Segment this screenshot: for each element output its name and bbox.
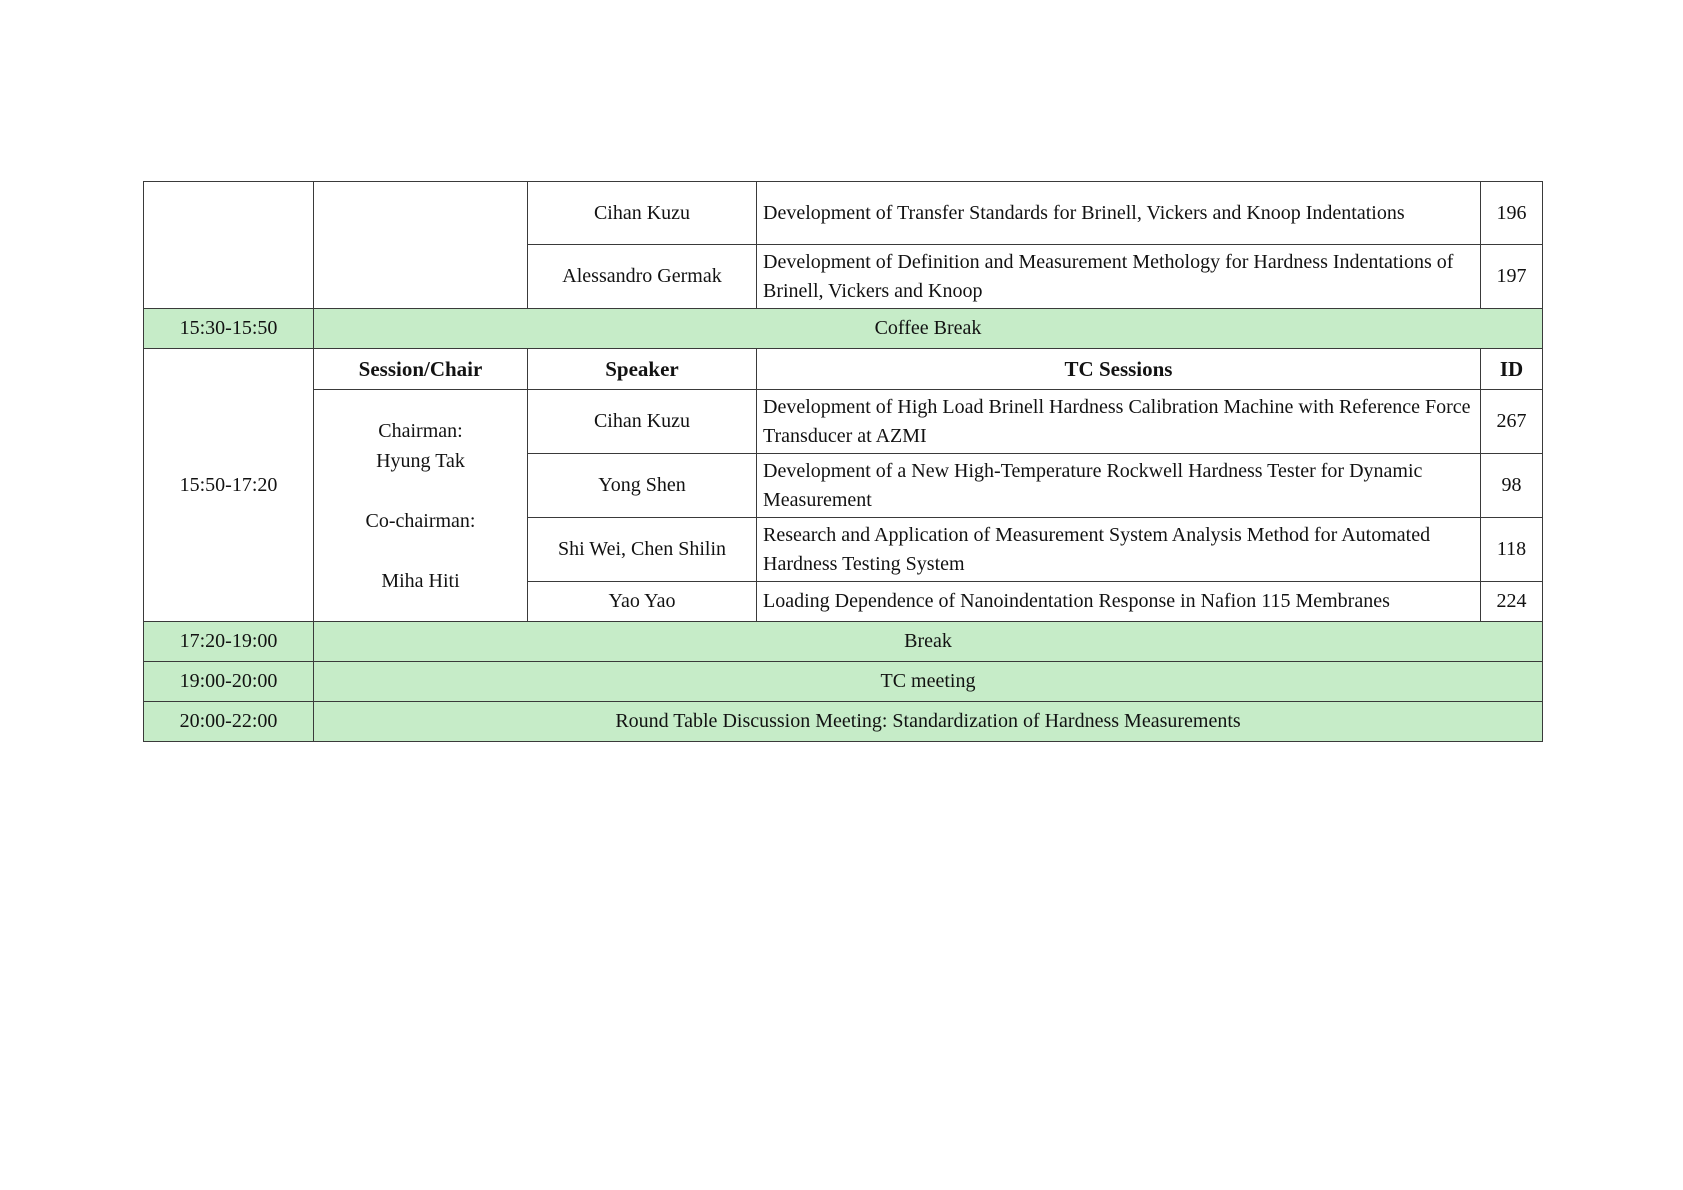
speaker-cell: Yao Yao (528, 582, 757, 622)
tc-meeting-row (144, 662, 1543, 702)
table-row (144, 182, 1543, 245)
id-cell: 98 (1481, 454, 1543, 518)
title-cell: Loading Dependence of Nanoindentation Response in Nafion 115 Membranes (757, 582, 1481, 622)
speaker-cell: Cihan Kuzu (528, 182, 757, 245)
id-cell: 267 (1481, 390, 1543, 454)
column-header-session-chair: Session/Chair (314, 349, 528, 390)
break-label-cell: TC meeting (314, 662, 1543, 702)
session-time-cell: 15:50-17:20 (144, 349, 314, 622)
schedule-table (143, 181, 1543, 742)
speaker-cell: Yong Shen (528, 454, 757, 518)
title-cell: Research and Application of Measurement System Analysis Method for Automated Hardness Testing System (757, 518, 1481, 582)
speaker-cell: Alessandro Germak (528, 245, 757, 309)
column-header-id: ID (1481, 349, 1543, 390)
cochairman-label: Co-chairman: (365, 509, 476, 532)
break-label-cell: Break (314, 622, 1543, 662)
break-row (144, 622, 1543, 662)
speaker-cell: Shi Wei, Chen Shilin (528, 518, 757, 582)
id-cell: 196 (1481, 182, 1543, 245)
column-header-speaker: Speaker (528, 349, 757, 390)
time-cell: 19:00-20:00 (144, 662, 314, 702)
empty-time-cell (144, 182, 314, 309)
id-cell: 224 (1481, 582, 1543, 622)
break-label-cell: Coffee Break (314, 309, 1543, 349)
coffee-break-row (144, 309, 1543, 349)
title-cell: Development of Definition and Measurement Methology for Hardness Indentations of Brinell, Vickers and Knoop (757, 245, 1481, 309)
spacer (320, 536, 521, 566)
chairman-name: Hyung Tak (376, 449, 465, 472)
table-row (144, 390, 1543, 454)
column-header-tc-sessions: TC Sessions (757, 349, 1481, 390)
time-cell: 17:20-19:00 (144, 622, 314, 662)
speaker-cell: Cihan Kuzu (528, 390, 757, 454)
chair-cell (314, 390, 528, 622)
id-cell: 118 (1481, 518, 1543, 582)
break-label-cell: Round Table Discussion Meeting: Standardization of Hardness Measurements (314, 702, 1543, 742)
cochairman-name: Miha Hiti (381, 569, 460, 592)
round-table-row (144, 702, 1543, 742)
spacer (320, 476, 521, 506)
time-cell: 20:00-22:00 (144, 702, 314, 742)
chairman-label: Chairman: (378, 419, 463, 442)
title-cell: Development of Transfer Standards for Brinell, Vickers and Knoop Indentations (757, 182, 1481, 245)
title-cell: Development of High Load Brinell Hardness Calibration Machine with Reference Force Transducer at AZMI (757, 390, 1481, 454)
empty-chair-cell (314, 182, 528, 309)
time-cell: 15:30-15:50 (144, 309, 314, 349)
id-cell: 197 (1481, 245, 1543, 309)
title-cell: Development of a New High-Temperature Rockwell Hardness Tester for Dynamic Measurement (757, 454, 1481, 518)
header-row (144, 349, 1543, 390)
